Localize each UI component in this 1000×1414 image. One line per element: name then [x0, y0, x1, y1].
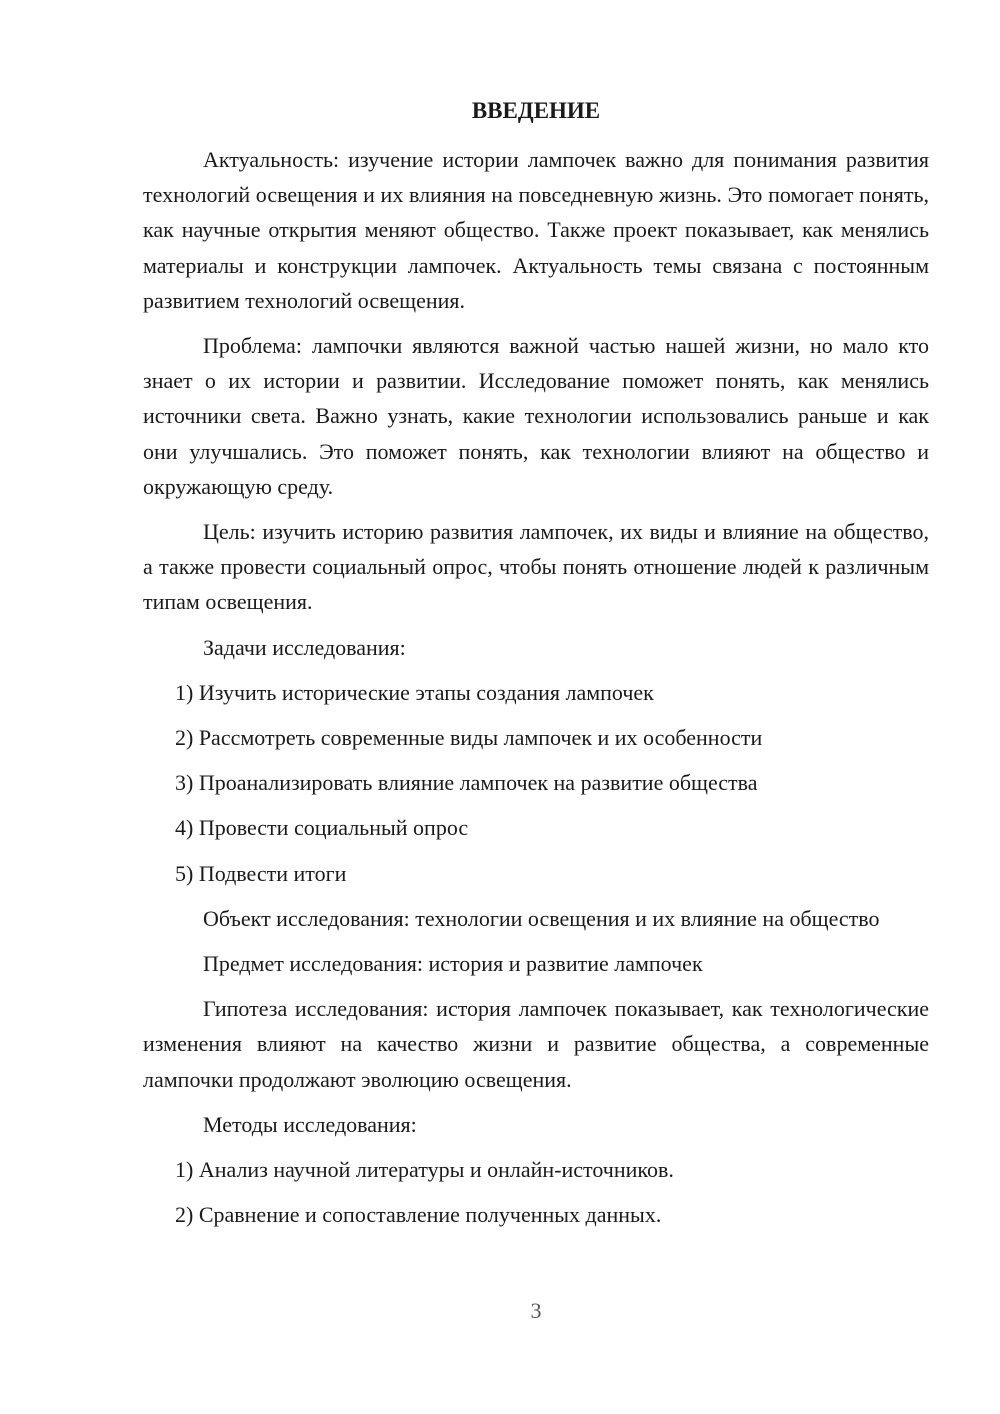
paragraph-relevance: Актуальность: изучение истории лампочек важно для понимания развития технологий освещения и их влияния на повседневную жизнь. Это помогает понять, как научные открытия меняют общество. Также проект показывает, как менялись материалы и конструкции лампочек. Актуальность темы связана с постоянным развитием технологий освещения.	[143, 147, 929, 313]
tasks-heading: Задачи исследования:	[203, 634, 406, 660]
task-item: 4) Провести социальный опрос	[175, 815, 469, 841]
paragraph-goal: Цель: изучить историю развития лампочек, их виды и влияние на общество, а также провести социальный опрос, чтобы понять отношение людей к различным типам освещения.	[143, 519, 929, 615]
section-title: ВВЕДЕНИЕ	[471, 98, 601, 123]
task-item: 5) Подвести итоги	[175, 860, 347, 886]
page-number: 3	[530, 1298, 542, 1323]
document-body	[143, 142, 929, 1242]
method-item: 2) Сравнение и сопоставление полученных данных.	[175, 1202, 662, 1228]
method-item: 1) Анализ научной литературы и онлайн-источников.	[175, 1157, 674, 1183]
task-item: 1) Изучить исторические этапы создания лампочек	[175, 679, 654, 705]
paragraph-problem: Проблема: лампочки являются важной частью нашей жизни, но мало кто знает о их истории и развитии. Исследование поможет понять, как менялись источники света. Важно узнать, какие технологии использовались раньше и как они улучшались. Это поможет понять, как технологии влияют на общество и окружающую среду.	[143, 333, 929, 499]
methods-heading: Методы исследования:	[203, 1111, 417, 1137]
tasks-list	[143, 675, 929, 891]
methods-list	[143, 1152, 929, 1232]
paragraph-object: Объект исследования: технологии освещения и их влияние на общество	[203, 905, 880, 931]
task-item: 3) Проанализировать влияние лампочек на развитие общества	[175, 770, 758, 796]
task-item: 2) Рассмотреть современные виды лампочек и их особенности	[175, 725, 763, 751]
paragraph-hypothesis: Гипотеза исследования: история лампочек показывает, как технологические изменения влияют на качество жизни и развитие общества, а современные лампочки продолжают эволюцию освещения.	[143, 996, 929, 1092]
paragraph-subject: Предмет исследования: история и развитие лампочек	[203, 951, 703, 977]
